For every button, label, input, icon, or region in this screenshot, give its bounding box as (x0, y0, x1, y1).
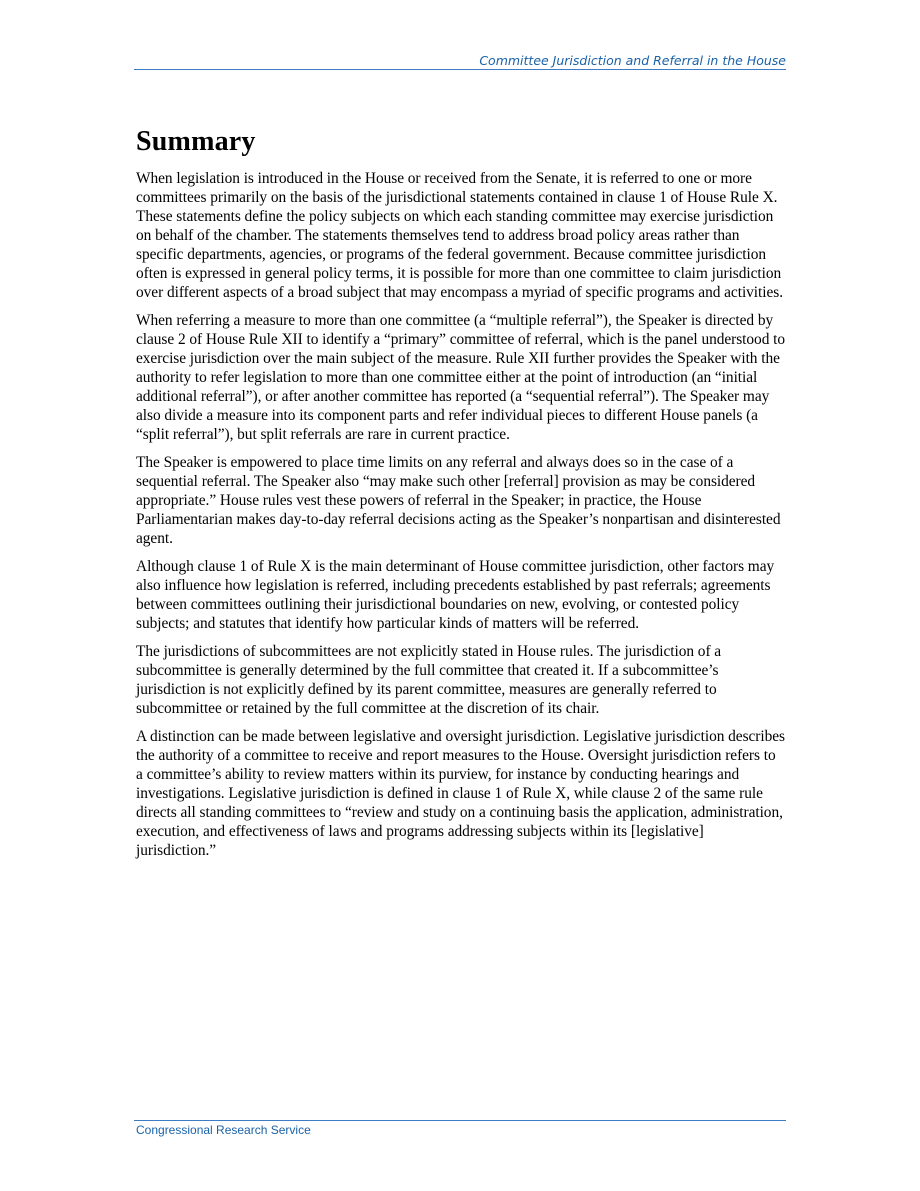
footer-publisher: Congressional Research Service (136, 1123, 311, 1137)
summary-section (136, 124, 786, 869)
header-divider (134, 69, 786, 70)
summary-paragraph-4: Although clause 1 of Rule X is the main determinant of House committee jurisdiction, other factors may also influence how legislation is referred, including precedents established by past referrals; agreements between committees outlining their jurisdictional boundaries on new, evolving, or contested policy subjects; and statutes that identify how particular kinds of matters will be referred. (136, 558, 775, 632)
summary-paragraph-1: When legislation is introduced in the House or received from the Senate, it is referred to one or more committees primarily on the basis of the jurisdictional statements contained in clause 1 of House Rule X. These statements define the policy subjects on which each standing committee may exercise jurisdiction on behalf of the chamber. The statements themselves tend to address broad policy areas rather than specific departments, agencies, or programs of the federal government. Because committee jurisdiction often is expressed in general policy terms, it is possible for more than one committee to claim jurisdiction over different aspects of a broad subject that may encompass a myriad of specific programs and activities. (136, 170, 784, 301)
footer-divider (134, 1120, 786, 1121)
summary-paragraph-2: When referring a measure to more than one committee (a “multiple referral”), the Speaker is directed by clause 2 of House Rule XII to identify a “primary” committee of referral, which is the panel understood to exercise jurisdiction over the main subject of the measure. Rule XII further provides the Speaker with the authority to refer legislation to more than one committee either at the point of introduction (an “initial additional referral”), or after another committee has reported (a “sequential referral”). The Speaker may also divide a measure into its component parts and refer individual pieces to different House panels (a “split referral”), but split referrals are rare in current practice. (136, 312, 786, 443)
section-title: Summary (136, 126, 256, 157)
summary-paragraph-3: The Speaker is empowered to place time limits on any referral and always does so in the case of a sequential referral. The Speaker also “may make such other [referral] provision as may be considered appropriate.” House rules vest these powers of referral in the Speaker; in practice, the House Parliamentarian makes day-to-day referral decisions acting as the Speaker’s nonpartisan and disinterested agent. (136, 454, 781, 547)
summary-paragraph-6: A distinction can be made between legislative and oversight jurisdiction. Legislative jurisdiction describes the authority of a committee to receive and report measures to the House. Oversight jurisdiction refers to a committee’s ability to review matters within its purview, for instance by conducting hearings and investigations. Legislative jurisdiction is defined in clause 1 of Rule X, while clause 2 of the same rule directs all standing committees to “review and study on a continuing basis the application, administration, execution, and effectiveness of laws and programs addressing subjects within its [legislative] jurisdiction.” (136, 728, 785, 859)
running-header-title: Committee Jurisdiction and Referral in the House (479, 53, 786, 68)
summary-paragraph-5: The jurisdictions of subcommittees are not explicitly stated in House rules. The jurisdiction of a subcommittee is generally determined by the full committee that created it. If a subcommittee’s jurisdiction is not explicitly defined by its parent committee, measures are generally referred to subcommittee or retained by the full committee at the discretion of its chair. (136, 643, 722, 717)
